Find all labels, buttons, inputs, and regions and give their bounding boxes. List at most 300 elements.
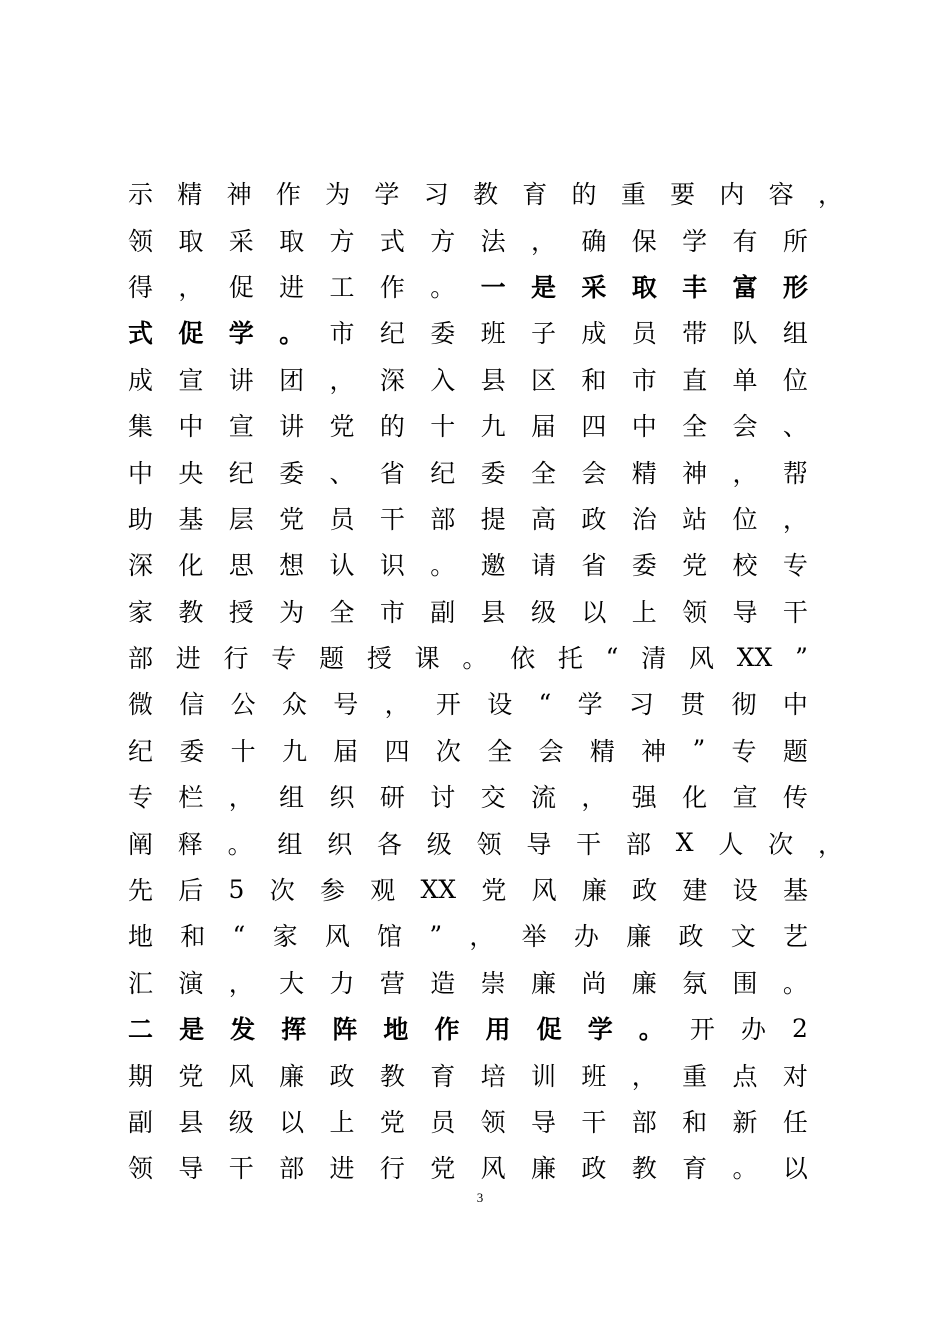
- text-line: [128, 588, 808, 634]
- text-glyph: 和: [180, 922, 206, 952]
- text-glyph: 中: [782, 690, 808, 720]
- text-line: [128, 216, 808, 262]
- text-glyph: 促: [228, 272, 254, 302]
- text-glyph: 行: [379, 1154, 405, 1184]
- text-glyph: 。: [732, 1154, 758, 1184]
- text-glyph: 上: [631, 597, 657, 627]
- text-glyph: 馆: [377, 922, 403, 952]
- text-glyph: 专: [271, 644, 297, 674]
- text-glyph: 级: [228, 1108, 254, 1137]
- text-line: [128, 1098, 808, 1144]
- text-glyph: 专: [731, 736, 757, 766]
- text-glyph: 宣: [732, 783, 758, 813]
- text-glyph: 人: [718, 829, 744, 859]
- text-glyph: 党: [279, 504, 305, 534]
- text-glyph: 学: [682, 226, 708, 256]
- text-glyph: 教: [379, 1061, 405, 1091]
- text-glyph: 。: [638, 1015, 664, 1045]
- text-glyph: 校: [732, 551, 758, 581]
- text-glyph: 和: [581, 365, 607, 395]
- text-glyph: 学: [587, 1015, 613, 1045]
- text-glyph: 全: [487, 736, 513, 766]
- text-glyph: 育: [522, 180, 548, 210]
- text-glyph: 纪: [430, 458, 456, 488]
- text-glyph: 治: [631, 504, 657, 534]
- text-glyph: 丰: [682, 272, 708, 302]
- text-glyph: 各: [376, 829, 402, 859]
- text-glyph: 地: [128, 922, 154, 952]
- text-glyph: 党: [379, 1108, 405, 1137]
- text-glyph: 精: [177, 180, 203, 210]
- text-glyph: 干: [379, 504, 405, 534]
- text-glyph: 保: [631, 226, 657, 256]
- text-glyph: 清: [641, 644, 667, 674]
- text-glyph: 次: [269, 876, 295, 906]
- text-glyph: 区: [531, 365, 557, 395]
- text-glyph: 织: [327, 829, 353, 859]
- text-glyph: 识: [379, 551, 405, 581]
- text-glyph: 任: [782, 1108, 808, 1137]
- text-glyph: 托: [557, 644, 583, 674]
- text-glyph: 四: [384, 736, 410, 766]
- text-glyph: 基: [782, 876, 808, 906]
- text-glyph: 工: [329, 272, 355, 302]
- text-glyph: 帮: [782, 458, 808, 488]
- text-glyph: 氛: [682, 968, 708, 998]
- text-glyph: 举: [521, 922, 547, 952]
- text-glyph: 训: [531, 1061, 557, 1091]
- text-glyph: 一: [480, 272, 506, 302]
- text-glyph: 党: [178, 1061, 204, 1091]
- text-glyph: 上: [329, 1108, 355, 1137]
- text-glyph: 党: [329, 412, 355, 442]
- text-glyph: 子: [531, 319, 557, 349]
- text-glyph: 期: [128, 1061, 154, 1091]
- body-text: [128, 170, 848, 1191]
- text-glyph: 县: [480, 365, 506, 395]
- text-glyph: 式: [379, 226, 405, 256]
- text-glyph: 专: [128, 783, 154, 813]
- text-glyph: 专: [782, 551, 808, 581]
- text-glyph: 作: [275, 180, 301, 210]
- text-glyph: 汇: [128, 968, 154, 998]
- text-glyph: 教: [631, 1154, 657, 1184]
- text-glyph: 市: [631, 365, 657, 395]
- text-glyph: 观: [370, 876, 396, 906]
- text-glyph: 位: [782, 365, 808, 395]
- text-glyph: 层: [228, 504, 254, 534]
- text-glyph: 部: [128, 644, 154, 674]
- text-glyph: 采: [228, 226, 254, 256]
- text-glyph: 级: [531, 597, 557, 627]
- text-glyph: 栏: [178, 783, 204, 813]
- text-glyph: 授: [228, 597, 254, 627]
- text-glyph: 部: [430, 504, 456, 534]
- text-glyph: 十: [230, 736, 256, 766]
- text-glyph: 教: [178, 597, 204, 627]
- text-glyph: 干: [581, 1108, 607, 1137]
- text-glyph: 点: [732, 1061, 758, 1091]
- text-glyph: 干: [576, 829, 602, 859]
- text-glyph: ”: [692, 735, 706, 765]
- text-glyph: 省: [581, 551, 607, 581]
- text-line: [128, 819, 843, 865]
- text-glyph: 取: [631, 272, 657, 302]
- text-glyph: 课: [414, 644, 440, 674]
- text-glyph: 基: [178, 504, 204, 534]
- text-glyph: 廉: [279, 1061, 305, 1091]
- text-glyph: 2: [792, 1013, 808, 1043]
- text-line: [128, 773, 808, 819]
- text-glyph: 导: [178, 1154, 204, 1184]
- text-glyph: 演: [178, 968, 204, 998]
- text-glyph: 的: [379, 412, 405, 442]
- text-glyph: 县: [480, 597, 506, 627]
- text-line: [128, 1051, 808, 1097]
- text-glyph: 促: [536, 1015, 562, 1045]
- text-glyph: 次: [768, 829, 794, 859]
- text-glyph: 。: [279, 319, 305, 349]
- text-glyph: 5: [228, 874, 245, 904]
- text-glyph: 县: [178, 1108, 204, 1137]
- text-glyph: X: [675, 828, 694, 858]
- text-line: [128, 356, 808, 402]
- text-glyph: 导: [526, 829, 552, 859]
- text-glyph: 交: [480, 783, 506, 813]
- text-glyph: 学: [577, 690, 603, 720]
- text-glyph: 带: [682, 319, 708, 349]
- text-glyph: ，: [817, 180, 843, 210]
- text-line: [128, 309, 808, 355]
- text-glyph: 化: [682, 783, 708, 813]
- text-glyph: 政: [581, 504, 607, 534]
- text-glyph: 微: [128, 690, 154, 720]
- text-glyph: 发: [230, 1015, 256, 1045]
- text-glyph: 党: [682, 551, 708, 581]
- text-glyph: 认: [329, 551, 355, 581]
- text-glyph: 是: [531, 272, 557, 302]
- text-glyph: “: [232, 920, 246, 950]
- text-glyph: 精: [631, 458, 657, 488]
- text-line: [128, 402, 808, 448]
- text-glyph: 为: [325, 180, 351, 210]
- text-glyph: 委: [179, 736, 205, 766]
- text-glyph: 、: [329, 458, 355, 488]
- text-glyph: 党: [430, 1154, 456, 1184]
- text-glyph: 二: [128, 1015, 154, 1045]
- text-glyph: 中: [128, 458, 154, 488]
- text-glyph: 风: [228, 1061, 254, 1091]
- text-glyph: 十: [430, 412, 456, 442]
- text-glyph: 方: [329, 226, 355, 256]
- text-glyph: 委: [430, 319, 456, 349]
- text-glyph: 部: [625, 829, 651, 859]
- text-glyph: 进: [279, 272, 305, 302]
- text-glyph: 四: [581, 412, 607, 442]
- text-glyph: 领: [128, 1154, 154, 1184]
- text-glyph: 纪: [228, 458, 254, 488]
- text-glyph: 得: [128, 272, 154, 302]
- text-glyph: 政: [329, 1061, 355, 1091]
- text-glyph: 部: [631, 1108, 657, 1137]
- text-glyph: 研: [379, 783, 405, 813]
- text-glyph: 组: [279, 783, 305, 813]
- text-glyph: 习: [628, 690, 654, 720]
- text-glyph: 邀: [480, 551, 506, 581]
- text-glyph: 廉: [531, 1154, 557, 1184]
- text-glyph: 强: [631, 783, 657, 813]
- text-glyph: 传: [782, 783, 808, 813]
- text-glyph: 重: [620, 180, 646, 210]
- text-glyph: 届: [531, 412, 557, 442]
- text-glyph: 家: [272, 922, 298, 952]
- text-glyph: 方: [430, 226, 456, 256]
- text-glyph: 地: [383, 1015, 409, 1045]
- text-glyph: 文: [730, 922, 756, 952]
- text-glyph: ”: [429, 920, 443, 950]
- text-glyph: 政: [632, 876, 658, 906]
- text-glyph: 取: [178, 226, 204, 256]
- text-glyph: 请: [531, 551, 557, 581]
- text-glyph: 想: [279, 551, 305, 581]
- text-glyph: 。: [430, 551, 456, 581]
- text-glyph: “: [605, 642, 619, 672]
- text-glyph: 领: [476, 829, 502, 859]
- text-glyph: 风: [324, 922, 350, 952]
- text-glyph: 会: [732, 412, 758, 442]
- text-glyph: 全: [329, 597, 355, 627]
- text-glyph: 崇: [480, 968, 506, 998]
- text-glyph: 站: [682, 504, 708, 534]
- text-glyph: XX: [420, 874, 457, 904]
- text-glyph: 班: [480, 319, 506, 349]
- text-glyph: 导: [531, 1108, 557, 1137]
- text-glyph: 尚: [581, 968, 607, 998]
- text-glyph: 全: [682, 412, 708, 442]
- text-glyph: ，: [817, 829, 843, 859]
- text-glyph: 富: [732, 272, 758, 302]
- text-line: [128, 634, 808, 680]
- text-glyph: 号: [333, 690, 359, 720]
- text-glyph: 神: [226, 180, 252, 210]
- text-glyph: 委: [631, 551, 657, 581]
- text-glyph: 授: [366, 644, 392, 674]
- text-glyph: 干: [228, 1154, 254, 1184]
- text-glyph: 团: [279, 365, 305, 395]
- text-line: [128, 263, 808, 309]
- text-glyph: 以: [581, 597, 607, 627]
- text-glyph: 教: [472, 180, 498, 210]
- text-glyph: ，: [178, 272, 204, 302]
- text-glyph: 参: [319, 876, 345, 906]
- text-glyph: 深: [128, 551, 154, 581]
- text-glyph: 流: [531, 783, 557, 813]
- text-glyph: 是: [179, 1015, 205, 1045]
- text-glyph: 宣: [228, 412, 254, 442]
- text-glyph: 位: [732, 504, 758, 534]
- text-glyph: 班: [581, 1061, 607, 1091]
- text-glyph: 后: [178, 876, 204, 906]
- text-glyph: 用: [485, 1015, 511, 1045]
- text-glyph: 。: [227, 829, 253, 859]
- text-glyph: ，: [384, 690, 410, 720]
- text-glyph: 精: [589, 736, 615, 766]
- text-glyph: 对: [782, 1061, 808, 1091]
- text-glyph: 央: [178, 458, 204, 488]
- text-glyph: ，: [732, 458, 758, 488]
- text-glyph: 省: [379, 458, 405, 488]
- text-glyph: 委: [480, 458, 506, 488]
- text-glyph: 形: [782, 272, 808, 302]
- text-glyph: ，: [329, 365, 355, 395]
- text-glyph: 化: [178, 551, 204, 581]
- text-glyph: 员: [430, 1108, 456, 1137]
- text-glyph: 。: [462, 644, 488, 674]
- text-glyph: 习: [423, 180, 449, 210]
- text-line: [128, 959, 808, 1005]
- text-glyph: 有: [732, 226, 758, 256]
- text-glyph: 领: [480, 1108, 506, 1137]
- text-glyph: 九: [281, 736, 307, 766]
- text-glyph: 重: [682, 1061, 708, 1091]
- text-glyph: 办: [740, 1015, 766, 1045]
- text-glyph: 培: [480, 1061, 506, 1091]
- text-glyph: 贯: [680, 690, 706, 720]
- text-glyph: 家: [128, 597, 154, 627]
- text-glyph: 。: [430, 272, 456, 302]
- text-glyph: 干: [782, 597, 808, 627]
- text-glyph: 队: [732, 319, 758, 349]
- text-glyph: 廉: [631, 968, 657, 998]
- text-glyph: 以: [279, 1108, 305, 1137]
- text-glyph: 行: [223, 644, 249, 674]
- text-line: [128, 495, 808, 541]
- text-glyph: 的: [571, 180, 597, 210]
- text-line: [128, 1144, 808, 1190]
- text-glyph: 式: [128, 319, 154, 349]
- text-glyph: ，: [469, 922, 495, 952]
- text-glyph: 艺: [782, 922, 808, 952]
- text-glyph: 政: [678, 922, 704, 952]
- text-glyph: 讨: [430, 783, 456, 813]
- text-glyph: XX: [736, 642, 773, 672]
- text-glyph: 会: [581, 458, 607, 488]
- text-glyph: 示: [128, 180, 154, 210]
- text-glyph: 设: [732, 876, 758, 906]
- text-glyph: 办: [573, 922, 599, 952]
- text-glyph: 造: [430, 968, 456, 998]
- text-glyph: 织: [329, 783, 355, 813]
- text-glyph: 市: [379, 597, 405, 627]
- text-glyph: 讲: [228, 365, 254, 395]
- text-glyph: 党: [481, 876, 507, 906]
- text-glyph: 风: [688, 644, 714, 674]
- text-glyph: 中: [178, 412, 204, 442]
- text-line: [128, 170, 843, 216]
- text-glyph: 和: [682, 1108, 708, 1137]
- text-glyph: 廉: [626, 922, 652, 952]
- text-glyph: 信: [179, 690, 205, 720]
- text-glyph: 九: [480, 412, 506, 442]
- text-glyph: 纪: [379, 319, 405, 349]
- text-glyph: 营: [379, 968, 405, 998]
- text-glyph: ，: [531, 226, 557, 256]
- text-glyph: 释: [177, 829, 203, 859]
- text-glyph: 先: [128, 876, 154, 906]
- text-glyph: 成: [128, 365, 154, 395]
- text-glyph: 直: [682, 365, 708, 395]
- text-glyph: 单: [732, 365, 758, 395]
- text-glyph: 彻: [731, 690, 757, 720]
- text-glyph: 委: [279, 458, 305, 488]
- text-glyph: ，: [782, 504, 808, 534]
- text-glyph: 宣: [178, 365, 204, 395]
- text-glyph: 众: [281, 690, 307, 720]
- text-line: [128, 1005, 808, 1051]
- text-glyph: ，: [581, 783, 607, 813]
- text-line: [128, 866, 808, 912]
- text-glyph: 入: [430, 365, 456, 395]
- text-glyph: 取: [279, 226, 305, 256]
- text-glyph: 中: [631, 412, 657, 442]
- text-glyph: 为: [279, 597, 305, 627]
- text-glyph: 依: [510, 644, 536, 674]
- text-glyph: 风: [480, 1154, 506, 1184]
- text-glyph: 纪: [128, 736, 154, 766]
- text-glyph: 员: [631, 319, 657, 349]
- text-glyph: 题: [319, 644, 345, 674]
- text-glyph: 深: [379, 365, 405, 395]
- text-glyph: 法: [480, 226, 506, 256]
- text-glyph: 围: [732, 968, 758, 998]
- text-glyph: 所: [782, 226, 808, 256]
- text-glyph: 设: [487, 690, 513, 720]
- text-glyph: 组: [277, 829, 303, 859]
- text-glyph: 阵: [332, 1015, 358, 1045]
- text-glyph: 集: [128, 412, 154, 442]
- text-glyph: 级: [426, 829, 452, 859]
- text-glyph: 提: [480, 504, 506, 534]
- text-glyph: ，: [631, 1061, 657, 1091]
- text-line: [128, 727, 808, 773]
- text-glyph: 思: [228, 551, 254, 581]
- text-glyph: 神: [641, 736, 667, 766]
- text-line: [128, 448, 808, 494]
- text-line: [128, 680, 808, 726]
- text-glyph: 新: [732, 1108, 758, 1137]
- text-glyph: 助: [128, 504, 154, 534]
- text-glyph: 建: [682, 876, 708, 906]
- text-glyph: “: [538, 688, 552, 718]
- text-glyph: 要: [670, 180, 696, 210]
- text-glyph: 员: [329, 504, 355, 534]
- text-glyph: 高: [531, 504, 557, 534]
- text-glyph: 政: [581, 1154, 607, 1184]
- text-glyph: 成: [581, 319, 607, 349]
- text-glyph: 进: [329, 1154, 355, 1184]
- text-glyph: 开: [689, 1015, 715, 1045]
- text-glyph: 作: [434, 1015, 460, 1045]
- text-glyph: 、: [782, 412, 808, 442]
- text-glyph: 题: [782, 736, 808, 766]
- text-glyph: 次: [435, 736, 461, 766]
- text-glyph: ”: [795, 642, 808, 672]
- text-line: [128, 912, 808, 958]
- text-glyph: 育: [430, 1061, 456, 1091]
- text-glyph: ，: [228, 783, 254, 813]
- text-glyph: 内: [719, 180, 745, 210]
- text-glyph: 以: [782, 1154, 808, 1184]
